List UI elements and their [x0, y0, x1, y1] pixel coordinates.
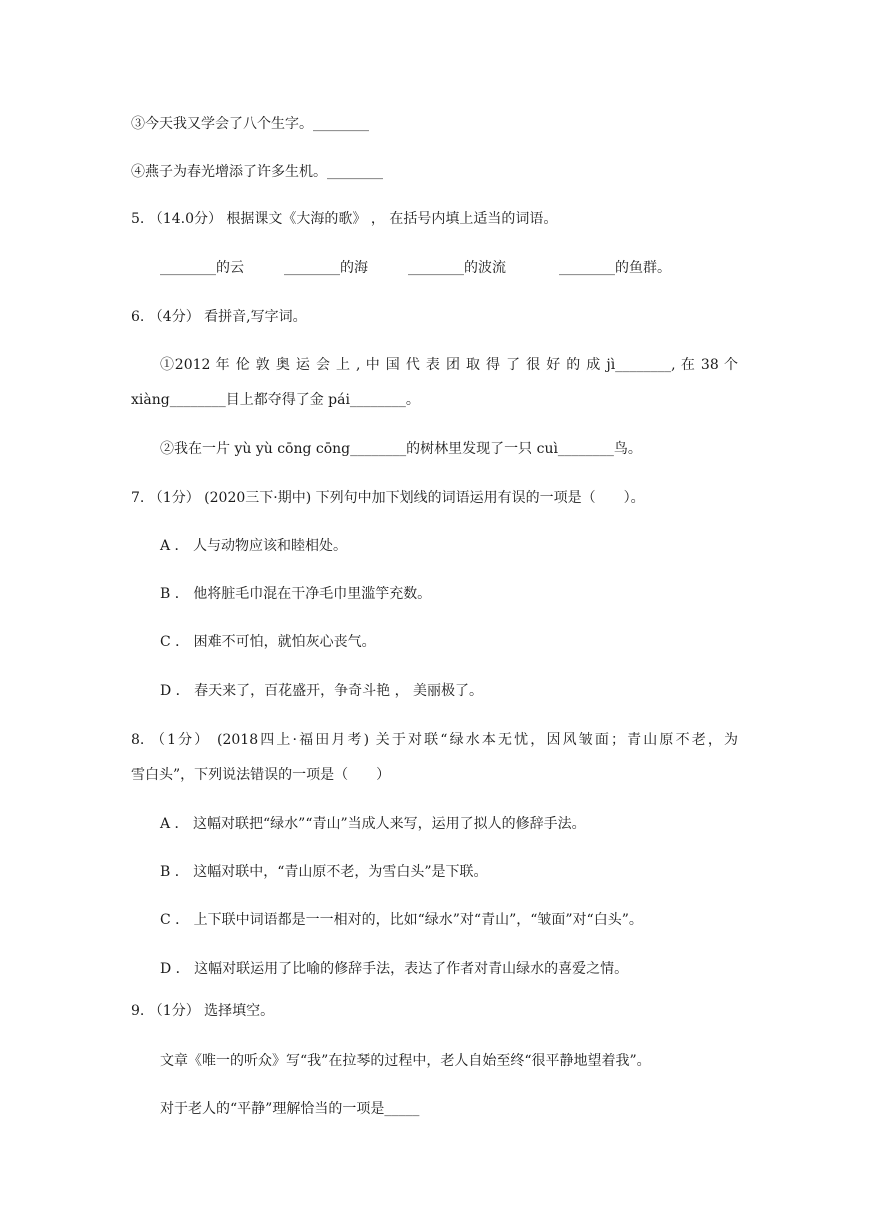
q7-option-d: D ． 春天来了，百花盛开，争奇斗艳 ， 美丽极了。 [160, 683, 484, 699]
q5-blank-2: ________的海 [284, 260, 368, 276]
q7-option-a: A ． 人与动物应该和睦相处。 [160, 538, 348, 554]
answer-line-3: ③今天我又学会了八个生字。________ [131, 116, 369, 132]
q6-item-1-line-2: xiàng________目上都夺得了金 pái________。 [131, 392, 420, 408]
question-6-heading: 6. （4分） 看拼音,写字词。 [131, 309, 307, 325]
q8-option-c: C ． 上下联中词语都是一一相对的，比如“绿水”对“青山”，“皱面”对“白头”。 [160, 912, 643, 928]
q7-option-c: C ． 困难不可怕，就怕灰心丧气。 [160, 634, 376, 650]
question-8-heading-line-2: 雪白头”，下列说法错误的一项是（ ） [131, 767, 391, 783]
question-9-heading: 9. （1分） 选择填空。 [131, 1003, 275, 1019]
question-7-heading: 7. （1分） (2020三下·期中) 下列句中加下划线的词语运用有误的一项是（ ）。 [131, 490, 645, 506]
q8-option-d: D ． 这幅对联运用了比喻的修辞手法，表达了作者对青山绿水的喜爱之情。 [160, 961, 629, 977]
question-5-heading: 5. （14.0分） 根据课文《大海的歌》 ， 在括号内填上适当的词语。 [131, 211, 558, 227]
q9-paragraph-1: 文章《唯一的听众》写“我”在拉琴的过程中，老人自始至终“很平静地望着我”。 [160, 1053, 651, 1069]
q5-blank-1: ________的云 [160, 260, 244, 276]
q6-item-2: ②我在一片 yù yù cōng cōng________的树林里发现了一只 cuì________鸟。 [160, 441, 642, 457]
q8-option-a: A ． 这幅对联把“绿水”“青山”当成人来写，运用了拟人的修辞手法。 [160, 816, 586, 832]
q5-blank-4: ________的鱼群。 [559, 260, 671, 276]
answer-line-4: ④燕子为春光增添了许多生机。________ [131, 164, 383, 180]
q9-paragraph-2: 对于老人的“平静”理解恰当的一项是_____ [160, 1101, 420, 1117]
q7-option-b: B ． 他将脏毛巾混在干净毛巾里滥竽充数。 [160, 586, 432, 602]
q6-item-1-line-1: ①2012 年 伦 敦 奥 运 会 上 , 中 国 代 表 团 取 得 了 很 好 的 成 jì________, 在 38 个 [160, 357, 738, 373]
q8-option-b: B ． 这幅对联中，“青山原不老，为雪白头”是下联。 [160, 864, 488, 880]
q5-blank-3: ________的波流 [408, 260, 506, 276]
question-8-heading-line-1: 8. （1分） (2018四上·福田月考) 关于对联“绿水本无忧，因风皱面；青山原不老，为 [131, 732, 738, 748]
